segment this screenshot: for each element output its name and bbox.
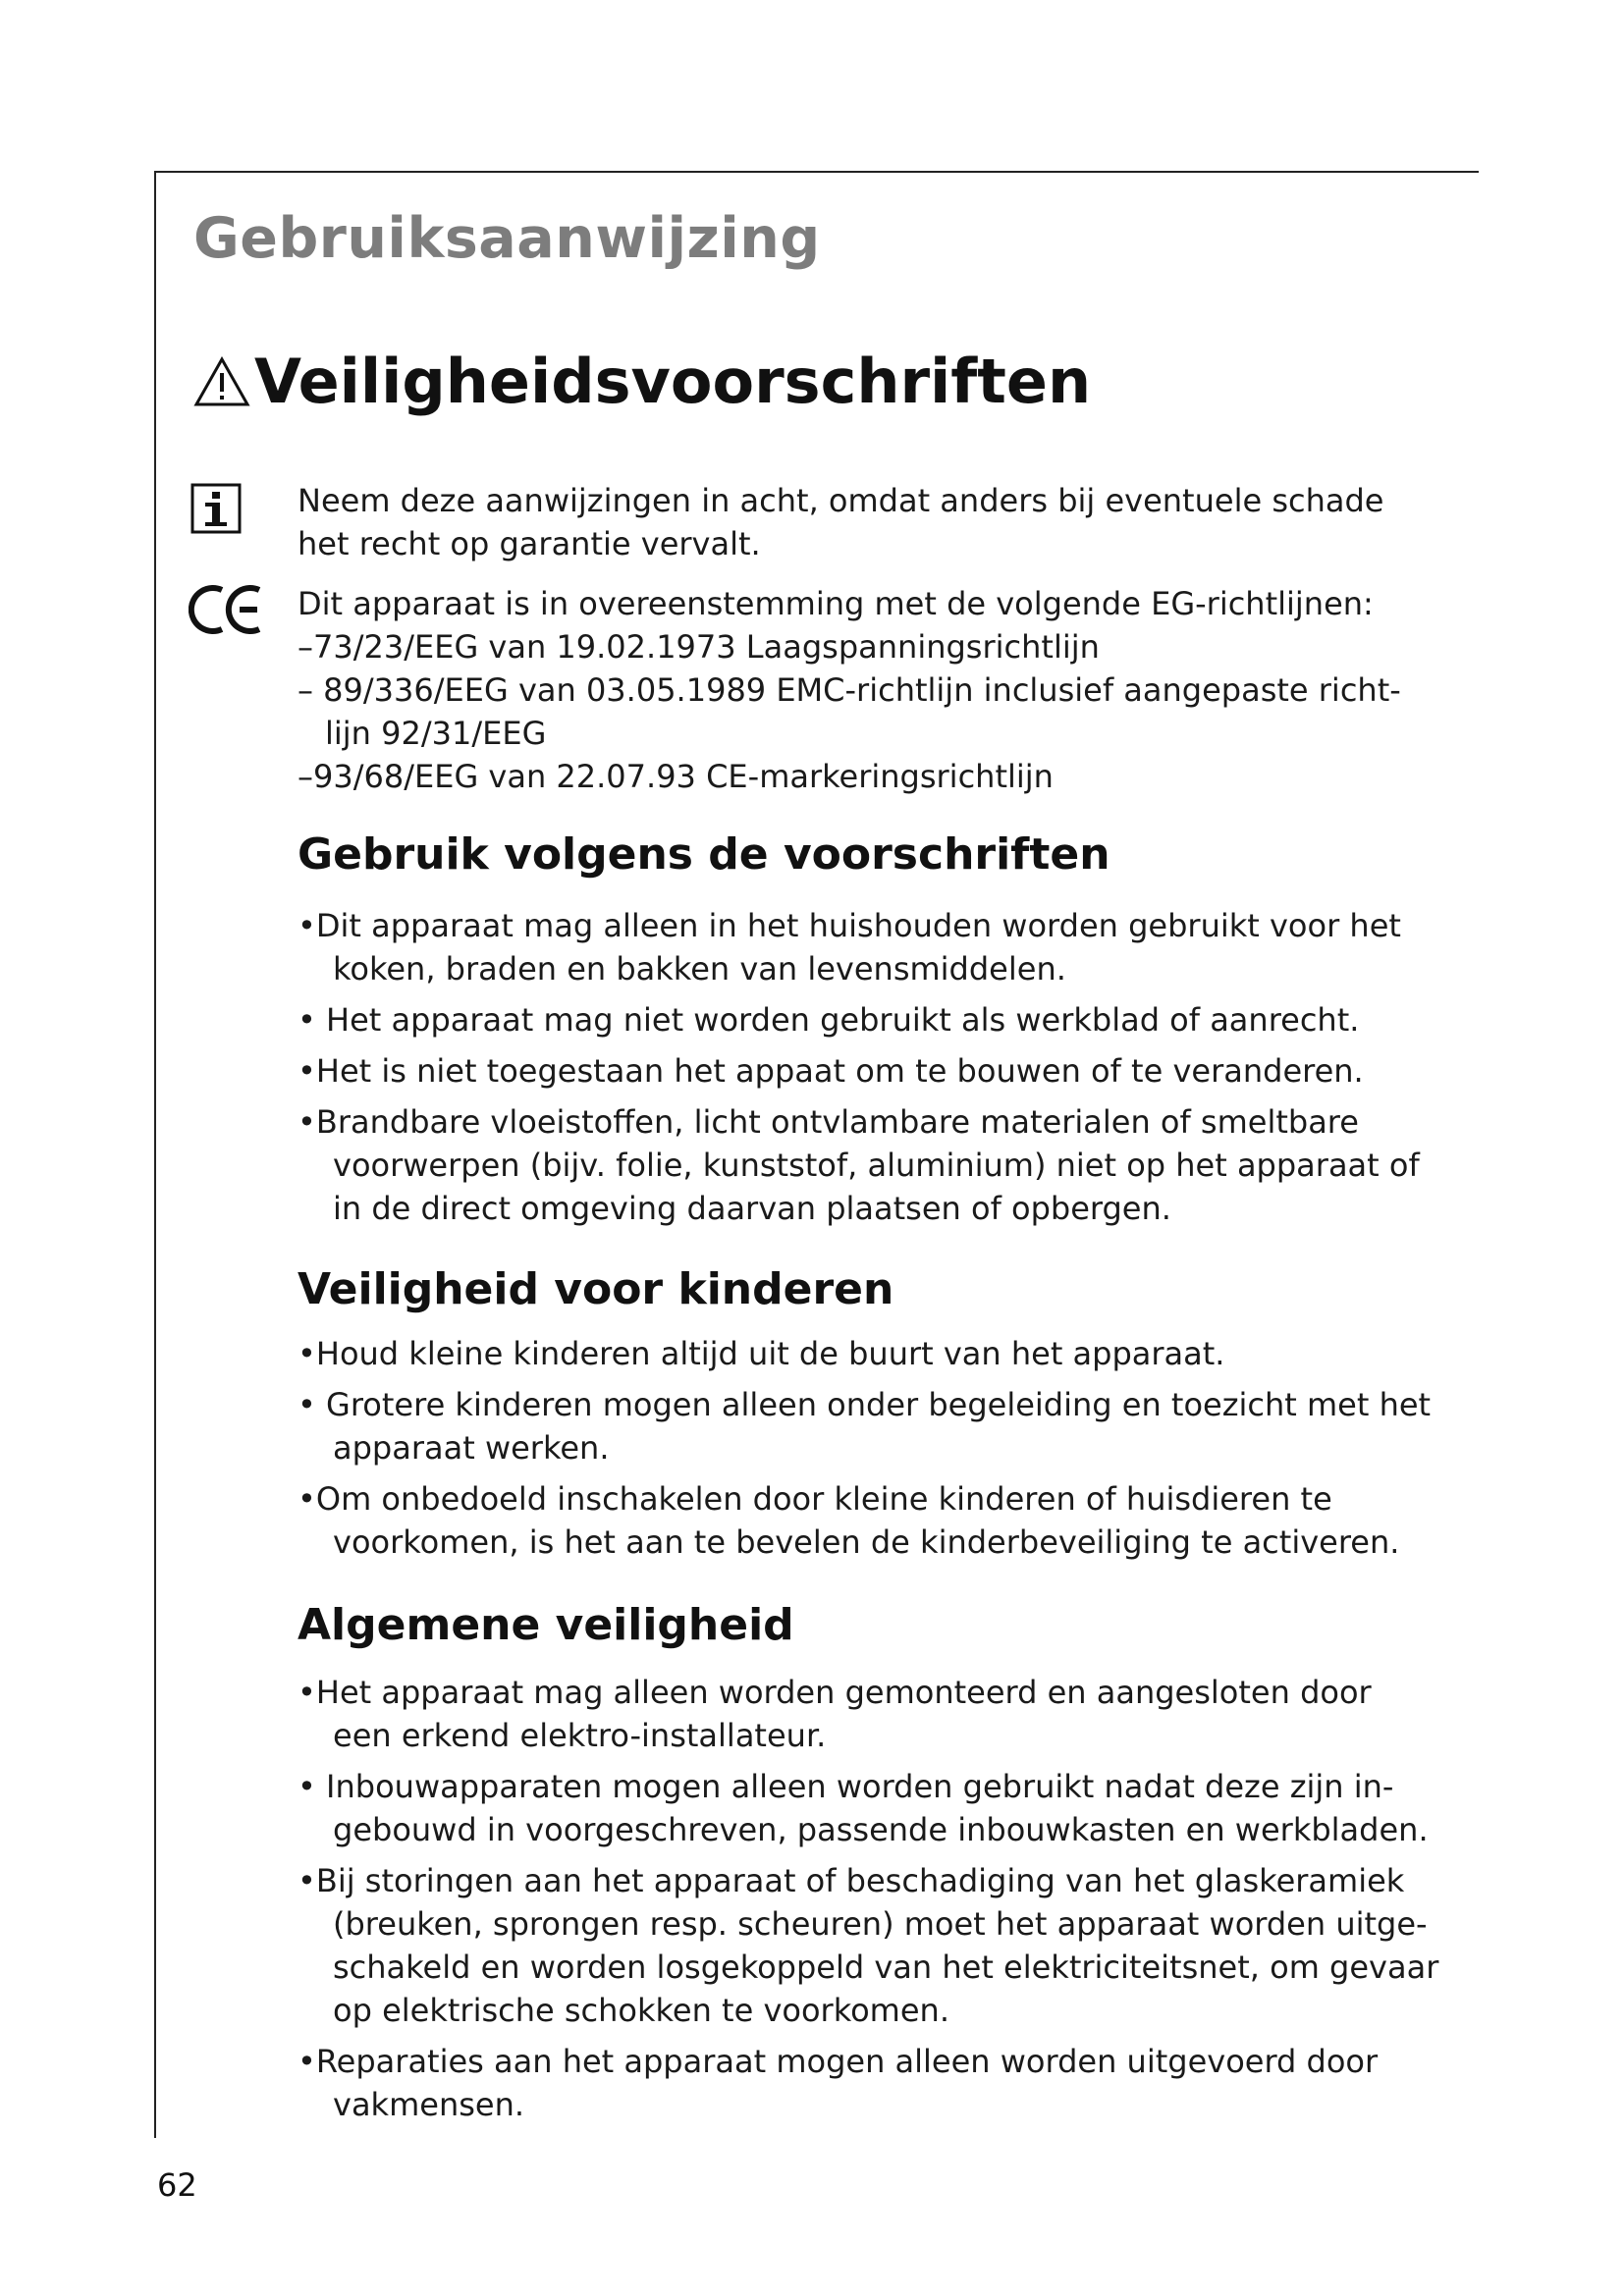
text-line: voorwerpen (bijv. folie, kunststof, aluminium) niet op het apparaat of [333, 1147, 1420, 1184]
section-title-row [193, 346, 1091, 417]
text-line: •Het is niet toegestaan het appaat om te bouwen of te veranderen. [298, 1052, 1364, 1090]
text-line: • Grotere kinderen mogen alleen onder begeleiding en toezicht met het [298, 1386, 1432, 1423]
list-item [298, 1332, 1476, 1375]
text-line: het recht op garantie vervalt. [298, 525, 761, 562]
chapter-title: Gebruiksaanwijzing [193, 206, 821, 271]
text-line: Dit apparaat is in overeenstemming met de volgende EG-richtlijnen: [298, 585, 1374, 622]
bullet-list [298, 904, 1476, 1238]
list-item [298, 998, 1476, 1041]
info-icon [190, 483, 242, 534]
warning-triangle-icon [193, 356, 250, 407]
list-item [298, 1671, 1476, 1757]
text-line: gebouwd in voorgeschreven, passende inbouwkasten en werkbladen. [333, 1811, 1429, 1848]
bullet-list [298, 1671, 1476, 2134]
bullet-list [298, 1332, 1476, 1572]
list-item [298, 904, 1476, 990]
text-line: voorkomen, is het aan te bevelen de kinderbeveiliging te activeren. [333, 1523, 1400, 1561]
section-heading: Algemene veiligheid [298, 1600, 794, 1650]
text-line: –93/68/EEG van 22.07.93 CE-markeringsrichtlijn [298, 758, 1054, 795]
text-line: •Brandbare vloeistoffen, licht ontvlambare materialen of smeltbare [298, 1103, 1359, 1141]
ce-paragraph [298, 582, 1476, 798]
text-line: •Om onbedoeld inschakelen door kleine kinderen of huisdieren te [298, 1480, 1332, 1518]
section-heading: Gebruik volgens de voorschriften [298, 829, 1110, 880]
text-line: • Inbouwapparaten mogen alleen worden gebruikt nadat deze zijn in- [298, 1768, 1394, 1805]
text-line: op elektrische schokken te voorkomen. [333, 1992, 949, 2029]
left-rule [154, 171, 156, 2138]
list-item [298, 1765, 1476, 1851]
text-line: (breuken, sprongen resp. scheuren) moet het apparaat worden uitge- [333, 1905, 1428, 1943]
text-line: apparaat werken. [333, 1429, 610, 1467]
text-line: – 89/336/EEG van 03.05.1989 EMC-richtlijn inclusief aangepaste richt- [298, 671, 1401, 709]
page-heading: Veiligheidsvoorschriften [254, 346, 1092, 417]
text-line: in de direct omgeving daarvan plaatsen of opbergen. [333, 1190, 1171, 1227]
text-line: •Reparaties aan het apparaat mogen alleen worden uitgevoerd door [298, 2043, 1379, 2080]
text-line: een erkend elektro-installateur. [333, 1717, 827, 1754]
list-item [298, 1859, 1476, 2032]
list-item [298, 1477, 1476, 1564]
text-line: •Bij storingen aan het apparaat of beschadiging van het glaskeramiek [298, 1862, 1405, 1899]
section-heading: Veiligheid voor kinderen [298, 1264, 894, 1314]
text-line: •Houd kleine kinderen altijd uit de buurt van het apparaat. [298, 1335, 1225, 1372]
page-number: 62 [157, 2166, 197, 2204]
list-item [298, 1383, 1476, 1469]
text-line: lijn 92/31/EEG [325, 715, 547, 752]
text-line: koken, braden en bakken van levensmiddelen. [333, 950, 1066, 988]
text-line: vakmensen. [333, 2086, 525, 2123]
ce-mark-icon [189, 582, 265, 637]
text-line: Neem deze aanwijzingen in acht, omdat anders bij eventuele schade [298, 482, 1384, 519]
text-line: •Dit apparaat mag alleen in het huishouden worden gebruikt voor het [298, 907, 1401, 944]
top-rule [154, 171, 1479, 173]
info-paragraph [298, 479, 1476, 565]
text-line: schakeld en worden losgekoppeld van het elektriciteitsnet, om gevaar [333, 1949, 1439, 1986]
text-line: •Het apparaat mag alleen worden gemonteerd en aangesloten door [298, 1674, 1372, 1711]
list-item [298, 2040, 1476, 2126]
text-line: • Het apparaat mag niet worden gebruikt als werkblad of aanrecht. [298, 1001, 1360, 1039]
text-line: –73/23/EEG van 19.02.1973 Laagspanningsrichtlijn [298, 628, 1100, 666]
list-item [298, 1100, 1476, 1230]
list-item [298, 1049, 1476, 1093]
